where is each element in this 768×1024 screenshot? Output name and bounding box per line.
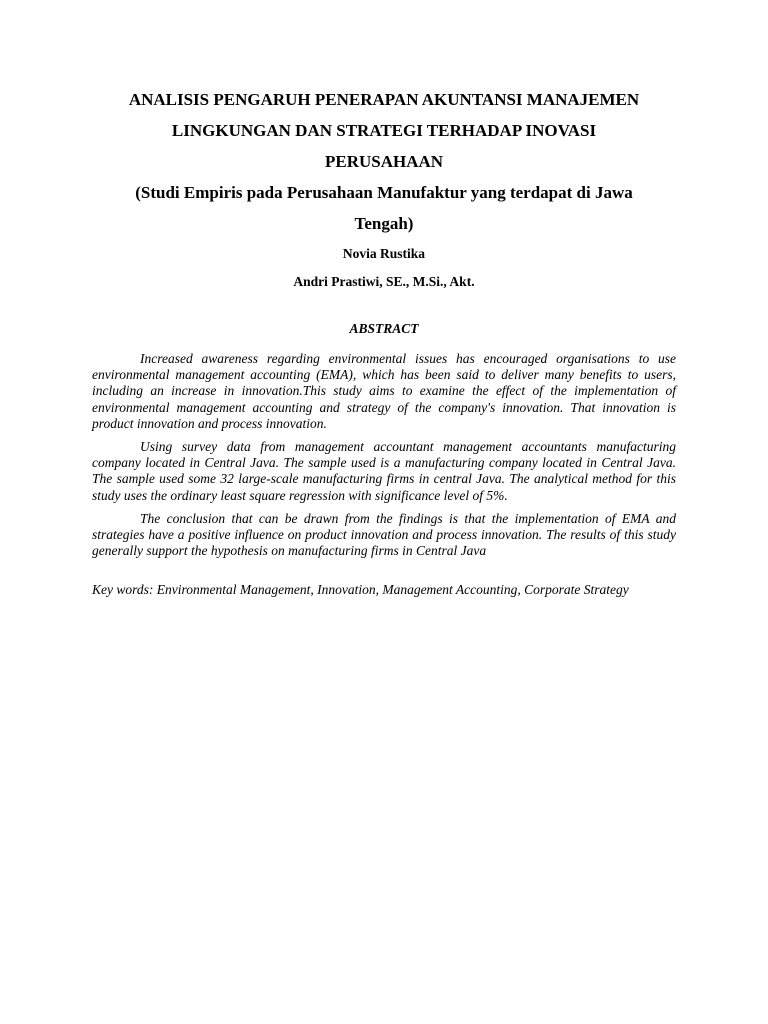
subtitle-line: Tengah)	[354, 214, 414, 233]
author-name: Novia Rustika	[342, 246, 426, 261]
paper-title	[92, 84, 676, 177]
title-line: ANALISIS PENGARUH PENERAPAN AKUNTANSI MANAJEMEN	[128, 90, 640, 109]
paper-subtitle	[92, 177, 676, 239]
abstract-paragraph: The conclusion that can be drawn from the findings is that the implementation of EMA and strategies have a positive influence on product innovation and process innovation. The results of this study generally support the hypothesis on manufacturing firms in Central Java	[92, 510, 676, 559]
title-line: LINGKUNGAN DAN STRATEGI TERHADAP INOVASI	[171, 121, 597, 140]
abstract-paragraph: Using survey data from management accountant management accountants manufacturing company located in Central Java. The sample used is a manufacturing company located in Central Java. The sample used some 32 large-scale manufacturing firms in central Java. The analytical method for this study uses the ordinary least square regression with significance level of 5%.	[92, 439, 676, 503]
abstract-body	[92, 351, 676, 559]
keywords: Key words: Environmental Management, Innovation, Management Accounting, Corporate Strategy	[92, 582, 629, 598]
title-line: PERUSAHAAN	[324, 152, 444, 171]
abstract-paragraph: Increased awareness regarding environmental issues has encouraged organisations to use environmental management accounting (EMA), which has been said to deliver many benefits to users, including an increase in innovation.This study aims to examine the effect of the implementation of environmental management accounting and strategy of the company's innovation. That innovation is product innovation and process innovation.	[92, 351, 676, 431]
abstract-heading: ABSTRACT	[349, 321, 419, 336]
subtitle-line: (Studi Empiris pada Perusahaan Manufaktur yang terdapat di Jawa	[135, 183, 633, 202]
advisor-name: Andri Prastiwi, SE., M.Si., Akt.	[293, 274, 475, 289]
